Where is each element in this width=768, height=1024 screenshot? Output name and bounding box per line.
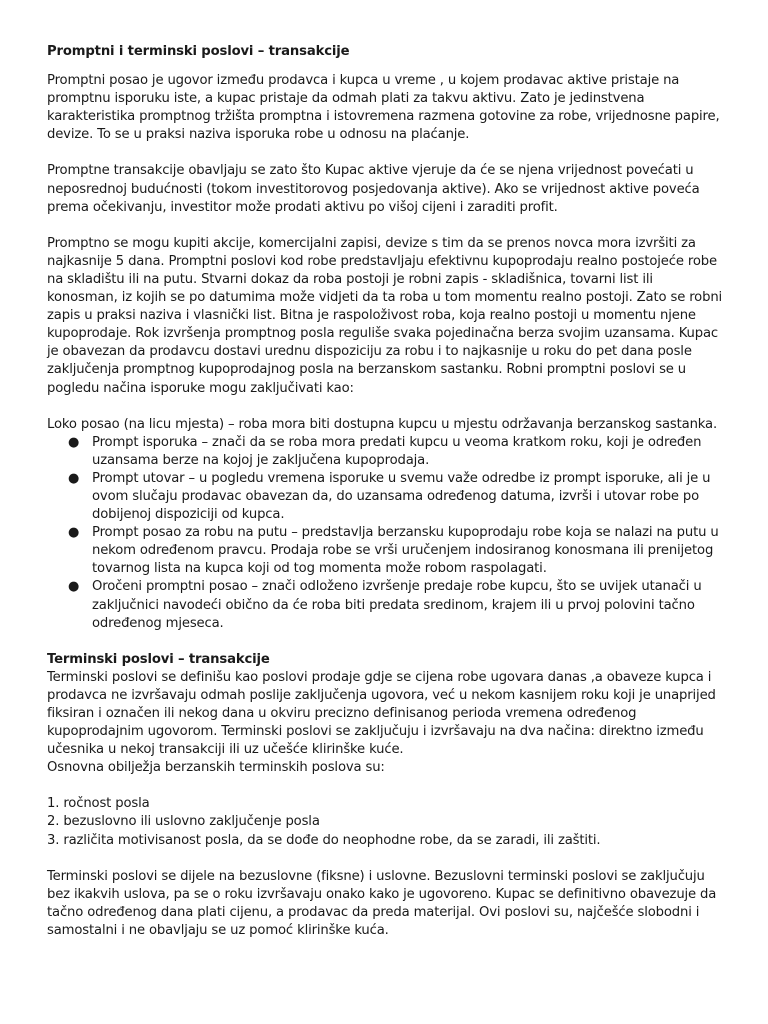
bullet-list-container xyxy=(47,434,727,633)
paragraph-terminski-definition: Terminski poslovi se definišu kao poslovi prodaje gdje se cijena robe ugovara danas ,a obaveze kupca i prodavca ne izvršavaju odmah poslije zaključenja ugovora, već u nekom kasnijem roku koji je unaprijed fiksiran i označen ili nekog dana u okviru precizno definisanog perioda vremena određenog kupoprodajnim ugovorom. Terminski poslovi se zaključuju i izvršavaju na dva načina: direktno između učesnika u nekoj transakciji ili uz učešće klirinške kuće. xyxy=(47,669,716,758)
list-item xyxy=(47,578,727,632)
section-title-terminski: Terminski poslovi – transakcije xyxy=(47,651,270,667)
paragraph-terminski-types: Terminski poslovi se dijele na bezuslovne (fiksne) i uslovne. Bezuslovni terminski poslovi se zaključuju bez ikakvih uslova, pa se o roku izvršavaju onako kako je ugovoreno. Kupac se definitivno obavezuje da tačno određenog dana plati cijenu, a prodavac da preda materijal. Ovi poslovi su, najčešće slobodni i samostalni i ne obavljaju se uz pomoć klirinške kuća. xyxy=(47,868,717,938)
bullet-icon: ● xyxy=(68,470,80,486)
list-item xyxy=(47,434,727,470)
bullet-icon: ● xyxy=(68,525,80,541)
document-page xyxy=(47,43,727,940)
numbered-list xyxy=(47,795,727,849)
bullet-icon: ● xyxy=(68,434,80,450)
paragraph-terminski-features-intro: Osnovna obilježja berzanskih terminskih poslova su: xyxy=(47,760,385,776)
numbered-item: 3. različita motivisanost posla, da se dođe do neophodne robe, da se zaradi, ili zaštiti. xyxy=(47,832,601,848)
bullet-list xyxy=(47,434,727,633)
list-item-text: Prompt utovar – u pogledu vremena isporuke u svemu važe odredbe iz prompt isporuke, ali je u ovom slučaju prodavac obavezan da, do uzansama određenog datuma, izvrši i utovar robe po dobijenoj dispoziciji od kupca. xyxy=(92,470,711,523)
list-item xyxy=(47,524,727,578)
list-item-text: Prompt posao za robu na putu – predstavlja berzansku kupoprodaju robe koja se nalazi na putu u nekom određenom pravcu. Prodaja robe se vrši uručenjem indosiranog konosmana ili prenijetog tovarnog lista na kupca koji od tog momenta može robom raspolagati. xyxy=(92,525,719,577)
list-item-text: Oročeni promptni posao – znači odloženo izvršenje predaje robe kupcu, što se uvijek utanači u zaključnici navodeći obično da će roba biti predata sredinom, krajem ili u prvoj polovini tačno određenog mjeseca. xyxy=(92,579,702,631)
section-title-promptni: Promptni i terminski poslovi – transakcije xyxy=(47,44,350,59)
numbered-item: 2. bezuslovno ili uslovno zaključenje posla xyxy=(47,814,320,830)
bullet-icon: ● xyxy=(68,579,80,595)
paragraph-promptni-reason: Promptne transakcije obavljaju se zato što Kupac aktive vjeruje da će se njena vrijednost povećati u neposrednoj budućnosti (tokom investitorovog posjedovanja aktive). Ako se vrijednost aktive poveća prema očekivanju, investitor može prodati aktivu po višoj cijeni i zaraditi profit. xyxy=(47,163,700,215)
numbered-item: 1. ročnost posla xyxy=(47,796,150,812)
paragraph-promptni-details: Promptno se mogu kupiti akcije, komercijalni zapisi, devize s tim da se prenos novca mora izvršiti za najkasnije 5 dana. Promptni poslovi kod robe predstavljaju efektivnu kupoprodaju realno postojeće robe na skladištu ili na putu. Stvarni dokaz da roba postoji je robni zapis - skladišnica, tovarni list ili konosman, iz kojih se po datumima može vidjeti da ta roba u tom momentu realno postoji. Zato se robni zapis u praksi naziva i vlasnički list. Bitna je raspoloživost roba, koja realno postoji u momentu njene kupoprodaje. Rok izvršenja promptnog posla reguliše svaka pojedinačna berza svojim uzansama. Kupac je obavezan da prodavcu dostavi urednu dispoziciju za robu i to najkasnije u roku do pet dana posle zaključenja promptnog kupoprodajnog posla na berzanskom sastanku. Robni promptni poslovi se u pogledu načina isporuke mogu zaključivati kao: xyxy=(47,235,723,396)
paragraph-promptni-definition: Promptni posao je ugovor između prodavca i kupca u vreme , u kojem prodavac aktive pristaje na promptnu isporuku iste, a kupac pristaje da odmah plati za takvu aktivu. Zato je jedinstvena karakteristika promptnog tržišta promptna i istovremena razmena gotovine za robe, vrijednosne papire, devize. To se u praksi naziva isporuka robe u odnosu na plaćanje. xyxy=(47,73,720,143)
list-item-text: Prompt isporuka – znači da se roba mora predati kupcu u veoma kratkom roku, koji je određen uzansama berze na kojoj je zaključena kupoprodaja. xyxy=(92,434,702,468)
paragraph-loko-posao: Loko posao (na licu mjesta) – roba mora biti dostupna kupcu u mjestu održavanja berzanskog sastanka. xyxy=(47,416,718,432)
list-item xyxy=(47,470,727,524)
